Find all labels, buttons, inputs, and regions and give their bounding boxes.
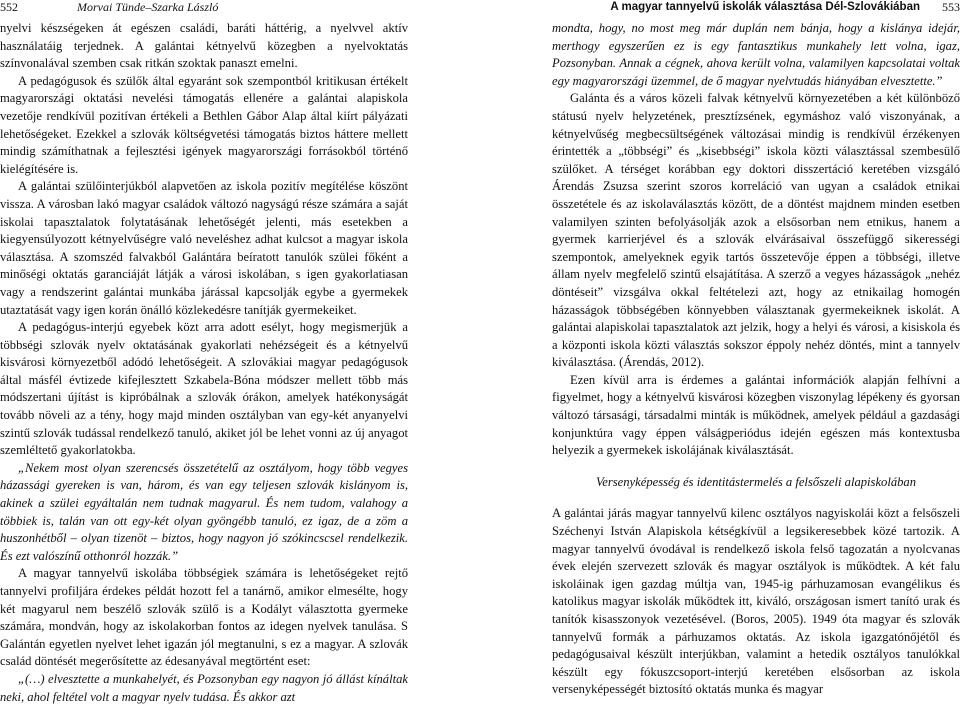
right-page-body [552, 20, 960, 699]
left-page [0, 0, 408, 704]
interview-quote: „(…) elvesztette a munkahelyét, és Pozsonyban egy nagyon jó állást kínáltak neki, ahol feltétel volt a magyar nyelv tudása. És akkor azt [0, 671, 408, 704]
paragraph: A magyar tannyelvű iskolába többségiek számára is lehetőségeket rejtő tannyelvi profiljára érdekes példát hozott fel a tanárnő, amikor elmesélte, hogy két magyarul nem beszélő szlovák szülő is a Kodályt választotta gyermeke számára, mondván, hogy az iskolakorban fontos az idegen nyelvek tanulása. S Galántán egyetlen nyelvet lehet igazán jól megtanulni, s ez a magyar. A szlovák család döntését megerősítette az édesanyával megtörtént eset: [0, 566, 408, 669]
right-running-head: A magyar tannyelvű iskolák választása Dél-Szlovákiában [610, 1, 920, 13]
interview-quote: mondta, hogy, no most meg már duplán nem bánja, hogy a kislánya idejár, merthogy egyszerűen ez is egy fantasztikus munkahely lett volna, igaz, Pozsonyban. Annak a cégnek, ahova került volna, valamilyen kapcsolatai voltak egy magyarországi üzemmel, de ő magyar nyelvtudás hiányában elvesztette.” [552, 21, 960, 88]
left-page-body [0, 20, 408, 706]
left-page-header [0, 0, 408, 20]
paragraph: A pedagógusok és szülők által egyaránt sok szempontból kritikusan értékelt magyarországi oktatási nevelési támogatás ellenére a galántai alapiskola vezetője rendkívül pozitívan értékeli a Bethlen Gábor Alap által kiírt pályázati lehetőségeket. Ezekkel a szlovák költségvetési támogatás biztos háttere mellett mindig számíthatnak a fejlesztési igények magyarországi forrásokból történő kielégítésére is. [0, 73, 408, 176]
right-page-number: 553 [942, 0, 960, 14]
section-title: Versenyképesség és identitástermelés a felsőszeli alapiskolában [595, 474, 917, 489]
paragraph: Galánta és a város közeli falvak kétnyelvű környezetében a két különböző státusú nyelv helyzetének, presztízsének, egymáshoz való viszonyának, a kétnyelvűség megbecsültségének változásai mindig is rendkívül érzékenyen érintették a „többségi” és „kisebbségi” iskola közti választással szembesülő szülőket. A térséget korábban egy doktori disszertáció keretében vizsgáló Árendás Zsuzsa szerint szoros korreláció van ugyan a családok etnikai összetétele és az iskolaválasztás között, de a döntést majdnem minden esetben valamilyen szinten befolyásolják azok a elsősorban nem etnikus, hanem a gyermek karrierjével és a szlovák elvárásaival összefüggő sikerességi szempontok, amelyeknek egyik tartós összetevője éppen a többségi, illetve állam nyelv megfelelő szintű elsajátítása. A szerző a vegyes házasságok „nehéz döntéseit” vizsgálva okkal feltételezi azt, hogy az etnikailag homogén házasságok többségében könnyebben választanak gyermekeiknek iskolát. A galántai alapiskolai tapasztalatok azt jelzik, hogy a helyi és városi, a kisiskola és a központi iskola közti választás sokszor éppoly nehéz döntés, mint a tannyelv kiválasztása. (Árendás, 2012). [552, 91, 960, 370]
interview-quote: „Nekem most olyan szerencsés összetételű az osztályom, hogy több vegyes házassági gyereken is van, három, és van egy teljesen szlovák kislányom is, akinek a szülei egyáltalán nem tudnak magyarul. És nem tudom, valahogy a többiek is, talán van ott egy-két olyan gyöngébb tanuló, ez igaz, de a zöm a huszonhétből – olyan tizenöt – biztos, hogy nagyon jó szókincscsel rendelkezik. És ezt valószínű otthonról hozzák.” [0, 460, 408, 563]
paragraph: A galántai járás magyar tannyelvű kilenc osztályos nagyiskolái közt a felsőszeli Széchenyi István Alapiskola kétségkívül a legsikeresebbek közé tartozik. A magyar tannyelvű óvodával is rendelkező iskola felső tagozatán a nyolcvanas évek elején szervezett szlovák és magyar osztályok is működtek. A két falu iskoláinak igen gazdag múltja van, 1945-ig párhuzamosan evangélikus és katolikus magyar iskolák működtek itt, kiváló, országosan ismert tanító urak és tanítók kisasszonyok vezetésével. (Boros, 2005). 1949 óta magyar és szlovák tannyelvű formák a párhuzamos oktatás. Az iskola igazgatónőjétől és pedagógusaival készült interjúkban, valamint a hetedik osztályos tanulókkal készült egy fókuszcsoport-interjú keretében elsősorban az iskola versenyképességét biztosító oktatás munka és magyar [552, 506, 960, 697]
left-running-head: Morvai Tünde–Szarka László [77, 0, 219, 14]
paragraph: A galántai szülőinterjúkból alapvetően az iskola pozitív megítélése köszönt vissza. A városban lakó magyar családok változó nagyságú része számára a saját iskolai tapasztalatok folytatásának lehetőségét jelenti, más esetekben a kiegyensúlyozott kétnyelvűségre való neveléshez adhat kulcsot a magyar iskola választása. A szomszéd falvakból Galántára beíratott tanulók szülei főként a minőségi oktatás garanciáját látják a városi iskolában, s igen gyakorlatiasan vagy a rendszerint galántai munkába járással kapcsolják egybe a gyermekek utaztatását vagy igen korán önálló közlekedésre tanítják gyermekeiket. [0, 179, 408, 317]
paragraph: A pedagógus-interjú egyebek közt arra adott esélyt, hogy megismerjük a többségi szlovák nyelv oktatásának gyakorlati nehézségeit és a kétnyelvű kisvárosi környezetből adódó lehetőségeit. A szlovákiai magyar pedagógusok által másfél évtizede kifejlesztett Szkabela-Bóna módszer mellett több más módszertani újítást is kipróbálnak a szlovák órákon, amelyek hatékonyságát tovább növeli az a tény, hogy majd minden osztályban van egy-két anyanyelvi szintű szlovák tudással rendelkező tanuló, akiket jól be lehet vonni az új anyagot szemléltető gyakorlatokba. [0, 320, 408, 458]
right-page [552, 0, 960, 697]
paragraph: Ezen kívül arra is érdemes a galántai információk alapján felhívni a figyelmet, hogy a kétnyelvű kisvárosi közegben viszonylag lépékeny és gyorsan változó társasági, társadalmi minták is működnek, amelyek például a gazdasági konjunktúra vagy éppen válságperiódus idején egészen más kontextusba helyezik a gyermekek iskolájának kiválasztását. [552, 372, 960, 458]
right-page-header [552, 0, 960, 20]
paragraph: nyelvi készségeken át egészen családi, baráti háttérig, a nyelvvel aktív használatáig terjednek. A galántai kétnyelvű közegben a nyelvoktatás színvonalával szemben csak ritkán szoktak panaszt emelni. [0, 21, 408, 71]
left-page-number: 552 [0, 0, 18, 14]
